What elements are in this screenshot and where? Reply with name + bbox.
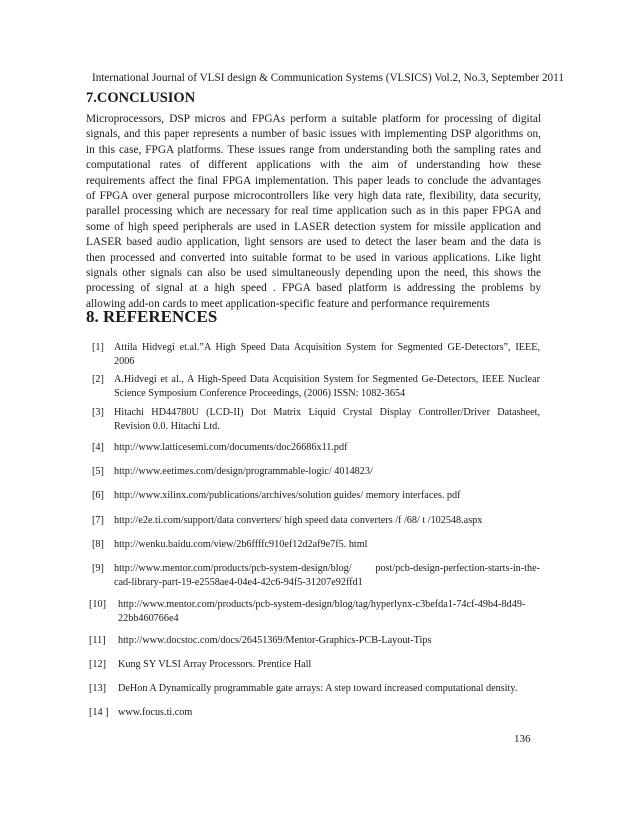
reference-line: Attila Hidvegi et.al.”A High Speed Data Acquisition System for Segmented GE-Detectors”, IEEE, bbox=[114, 342, 540, 353]
reference-item bbox=[89, 706, 540, 720]
paragraph-line: computational rates of different applications with the aim of understanding how these bbox=[86, 159, 541, 172]
paragraph-line: requirements affect the final FPGA implementation. This paper leads to conclude the advantages bbox=[86, 174, 541, 187]
paragraph-line: signals other signals can also be used simultaneously depending upon the need, this shows the bbox=[86, 267, 541, 280]
section-heading-references: 8. REFERENCES bbox=[86, 307, 218, 326]
reference-line: Kung SY VLSI Array Processors. Prentice Hall bbox=[118, 659, 312, 670]
reference-number: [4] bbox=[92, 442, 104, 453]
reference-number: [3] bbox=[92, 407, 104, 418]
paragraph-line: allowing add-on cards to meet application-specific feature and performance requirements bbox=[86, 297, 490, 310]
reference-item bbox=[92, 373, 540, 400]
paragraph-line: some of high speed peripherals are used in LASER detection system for missile application and bbox=[86, 220, 541, 233]
reference-line: http://www.latticesemi.com/documents/doc26686x11.pdf bbox=[114, 442, 348, 453]
paragraph-line: signals, and this paper represents a number of basic issues with implementing DSP algorithms on, bbox=[86, 128, 541, 141]
reference-item bbox=[92, 406, 540, 433]
reference-number: [12] bbox=[89, 659, 106, 670]
paragraph-line: of FPGA over general purpose microcontrollers like very high data rate, flexibility, data security, bbox=[86, 190, 541, 203]
reference-line: http://www.mentor.com/products/pcb-system-design/blog/ post/pcb-design-perfection-starts-in-the- bbox=[114, 563, 540, 574]
running-header: International Journal of VLSI design & Communication Systems (VLSICS) Vol.2, No.3, September 2011 bbox=[92, 72, 564, 84]
reference-number: [8] bbox=[92, 539, 104, 550]
reference-number: [6] bbox=[92, 490, 104, 501]
reference-number: [7] bbox=[92, 515, 104, 526]
reference-item bbox=[89, 658, 540, 672]
reference-item bbox=[92, 465, 540, 479]
page-number: 136 bbox=[514, 733, 531, 745]
reference-number: [14 ] bbox=[89, 707, 109, 718]
reference-line: http://www.xilinx.com/publications/archives/solution guides/ memory interfaces. pdf bbox=[114, 490, 461, 501]
reference-line: http://wenku.baidu.com/view/2b6ffffc910ef12d2af9e7f5. html bbox=[114, 539, 368, 550]
paragraph-line: then processed and converted into suitable format to be used in various applications. Like light bbox=[86, 251, 541, 264]
reference-line: DeHon A Dynamically programmable gate arrays: A step toward increased computational density. bbox=[118, 683, 518, 694]
section-heading-conclusion: 7.CONCLUSION bbox=[86, 90, 196, 106]
reference-line: Revision 0.0. Hitachi Ltd. bbox=[114, 420, 220, 432]
reference-item bbox=[92, 538, 540, 552]
reference-line: 22bb460766e4 bbox=[118, 612, 179, 624]
reference-item bbox=[89, 634, 540, 648]
paragraph-line: Microprocessors, DSP micros and FPGAs perform a suitable platform for processing of digital bbox=[86, 113, 541, 125]
reference-item bbox=[92, 514, 540, 528]
reference-number: [9] bbox=[92, 563, 104, 574]
reference-number: [5] bbox=[92, 466, 104, 477]
conclusion-paragraph bbox=[86, 112, 541, 312]
reference-line: http://www.eetimes.com/design/programmable-logic/ 4014823/ bbox=[114, 466, 373, 477]
paragraph-line: parallel processing which are necessary for real time application such as in this paper FPGA and bbox=[86, 205, 541, 218]
reference-line: cad-library-part-19-e2558ae4-04e4-42c6-94f5-31207e92ffd1 bbox=[114, 576, 363, 588]
reference-number: [10] bbox=[89, 599, 106, 610]
reference-line: www.focus.ti.com bbox=[118, 707, 193, 718]
reference-line: http://www.docstoc.com/docs/26451369/Mentor-Graphics-PCB-Layout-Tips bbox=[118, 635, 432, 646]
reference-item bbox=[89, 682, 540, 696]
paragraph-line: LASER based audio application, light sensors are used to detect the laser beam and the data is bbox=[86, 236, 541, 249]
reference-line: Science Symposium Conference Proceedings, (2006) ISSN: 1082-3654 bbox=[114, 387, 406, 399]
reference-number: [13] bbox=[89, 683, 106, 694]
reference-line: http://e2e.ti.com/support/data converters/ high speed data converters /f /68/ t /102548.aspx bbox=[114, 515, 483, 526]
reference-item bbox=[92, 562, 540, 589]
reference-number: [2] bbox=[92, 374, 104, 385]
reference-line: http://www.mentor.com/products/pcb-system-design/blog/tag/hyperlynx-c3befda1-74cf-49b4-8d49- bbox=[118, 599, 526, 610]
paragraph-line: processing of signal at a high speed . FPGA based platform is addressing the problems by bbox=[86, 282, 541, 295]
reference-line: A.Hidvegi et al., A High-Speed Data Acquisition System for Segmented Ge-Detectors, IEEE Nuclear bbox=[114, 374, 540, 385]
reference-number: [11] bbox=[89, 635, 106, 646]
reference-item bbox=[92, 341, 540, 368]
reference-item bbox=[92, 441, 540, 455]
reference-line: Hitachi HD44780U (LCD-II) Dot Matrix Liquid Crystal Display Controller/Driver Datasheet, bbox=[114, 407, 540, 418]
reference-item bbox=[92, 489, 540, 503]
reference-number: [1] bbox=[92, 342, 104, 353]
reference-item bbox=[89, 598, 540, 625]
paragraph-line: in this case, FPGA platforms. These issues range from understanding both the sampling rates and bbox=[86, 143, 541, 156]
reference-line: 2006 bbox=[114, 355, 135, 367]
